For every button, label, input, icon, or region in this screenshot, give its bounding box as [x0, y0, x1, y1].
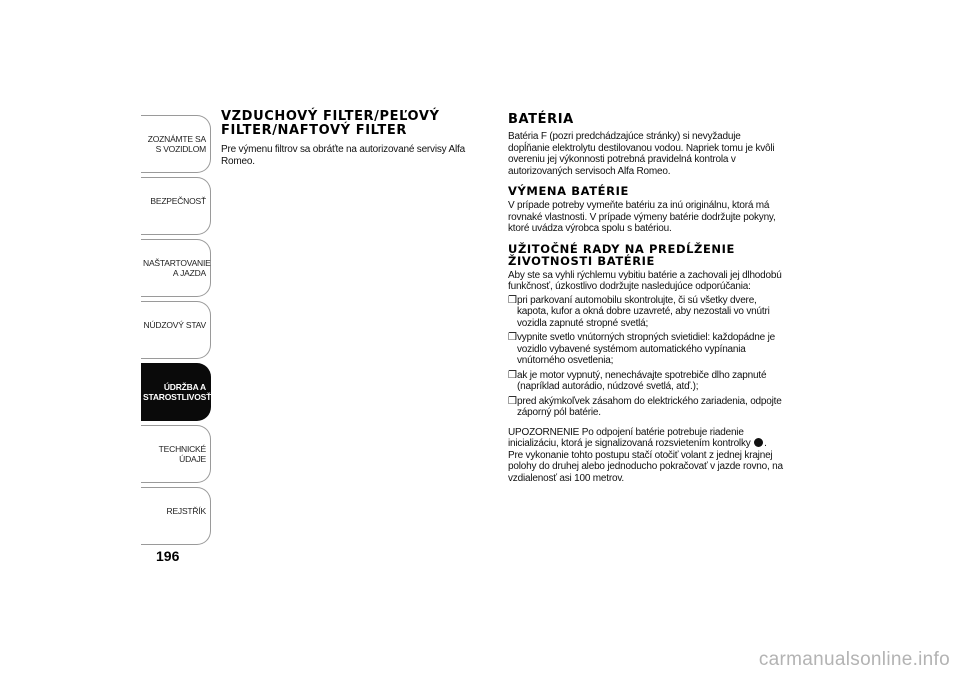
tab-bezpecnost[interactable]: BEZPEČNOSŤ [141, 177, 211, 235]
battery-replacement-text: V prípade potreby vymeňte batériu za inú originálnu, ktorá má rovnaké vlastnosti. V prípade výmeny batérie dodržujte pokyny, ktoré uvádza výrobca spolu s batériou. [508, 200, 776, 234]
warning-note-part1: UPOZORNENIE Po odpojení batérie potrebuje riadenie inicializáciu, ktorá je signalizovaná rozsvietením kontrolky [508, 426, 751, 449]
left-column [221, 110, 486, 167]
steering-warning-light-icon [754, 438, 763, 447]
battery-heading: BATÉRIA [508, 112, 574, 127]
list-item [508, 370, 783, 393]
list-item-text: ak je motor vypnutý, nenechávajte spotrebiče dlho zapnuté (napríklad autorádio, núdzové svetlá, atď.); [517, 369, 767, 392]
checkbox-bullet-icon: ❒ [508, 332, 517, 343]
checkbox-bullet-icon: ❒ [508, 294, 517, 306]
list-item-text: pri parkovaní automobilu skontrolujte, či sú všetky dvere, kapota, kufor a okná dobre uzavreté, aby nezostali vo vnútri vozidla zapnuté stropné svetlá; [517, 294, 770, 329]
tab-rejstrik[interactable]: REJSTŘÍK [141, 487, 211, 545]
tips-list [508, 295, 783, 419]
battery-tips-heading: UŽITOČNÉ RADY NA PREDĹŽENIE ŽIVOTNOSTI BATÉRIE [508, 241, 735, 268]
filter-heading: VZDUCHOVÝ FILTER/PEĽOVÝ FILTER/NAFTOVÝ FILTER [221, 109, 440, 138]
right-column [508, 113, 783, 484]
battery-replacement-heading: VÝMENA BATÉRIE [508, 184, 629, 198]
filter-text: Pre výmenu filtrov sa obráťte na autorizované servisy Alfa Romeo. [221, 144, 465, 167]
warning-note [508, 427, 783, 485]
warning-note-part2: . Pre vykonanie tohto postupu stačí otočiť volant z jednej krajnej polohy do druhej alebo jednoducho pokračovať v jazde rovno, na vzdialenosť asi 100 metrov. [508, 438, 783, 484]
list-item [508, 295, 783, 330]
battery-tips-text: Aby ste sa vyhli rýchlemu vybitiu batérie a zachovali jej dlhodobú funkčnosť, úzkostlivo dodržujte nasledujúce odporúčania: [508, 269, 782, 292]
tab-nudzovy-stav[interactable]: NÚDZOVÝ STAV [141, 301, 211, 359]
watermark: carmanualsonline.info [758, 649, 950, 670]
list-item-text: vypnite svetlo vnútorných stropných svietidiel: každopádne je vozidlo vybavené systémom automatického vypínania vnútorného osvetlenia; [517, 332, 775, 366]
tab-udrzba[interactable]: ÚDRŽBA A STAROSTLIVOSŤ [141, 363, 211, 421]
list-item-text: pred akýmkoľvek zásahom do elektrického zariadenia, odpojte záporný pól batérie. [517, 395, 782, 418]
list-item [508, 396, 783, 419]
tab-zoznamte-sa[interactable]: ZOZNÁMTE SA S VOZIDLOM [141, 115, 211, 173]
page-number: 196 [156, 548, 180, 564]
tab-nastartovanie[interactable]: NAŠTARTOVANIE A JAZDA [141, 239, 211, 297]
tab-technicke-udaje[interactable]: TECHNICKÉ ÚDAJE [141, 425, 211, 483]
checkbox-bullet-icon: ❒ [508, 369, 517, 381]
battery-intro: Batéria F (pozri predchádzajúce stránky) si nevyžaduje dopĺňanie elektrolytu destilovanou vodou. Napriek tomu je kvôli overeniu jej výkonnosti potrebná pravidelná kontrola v autorizovaných servisoch Alfa Romeo. [508, 131, 775, 177]
list-item [508, 332, 783, 367]
checkbox-bullet-icon: ❒ [508, 395, 517, 407]
